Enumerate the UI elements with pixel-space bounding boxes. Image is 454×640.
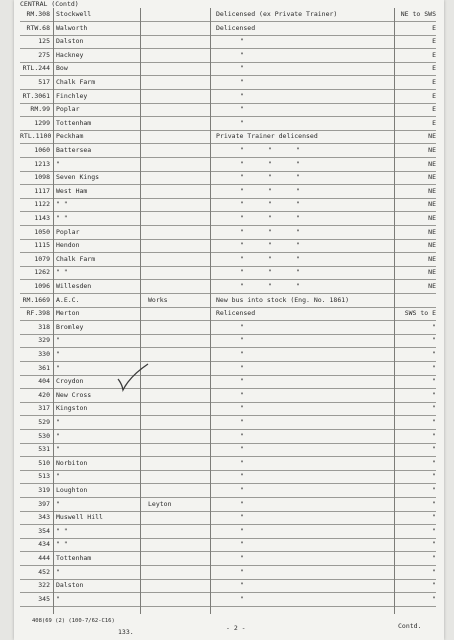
ditto-mark: " [296, 214, 300, 222]
table-row [20, 144, 436, 158]
ditto-mark: " [240, 390, 244, 399]
ditto-mark: " [240, 336, 244, 345]
table-row [20, 525, 436, 539]
page-number: 133. [118, 628, 134, 636]
ditto-mark: " [240, 322, 244, 331]
ditto-mark: " [240, 268, 244, 277]
table-row [20, 566, 436, 580]
fleet-number: 275 [38, 50, 50, 59]
ditto-mark: " [296, 200, 300, 209]
fleet-number: RTW.68 [26, 23, 50, 32]
status-code: " [432, 458, 436, 467]
ditto-mark: " [240, 91, 244, 100]
ditto-mark: " [240, 200, 244, 209]
table-row [20, 307, 436, 321]
table-row [20, 130, 436, 144]
ditto-mark: " [296, 227, 300, 236]
table-row [20, 389, 436, 403]
remark-text: Private Trainer delicensed [216, 132, 318, 141]
ditto-mark: " [268, 159, 272, 168]
garage-name: Finchley [56, 91, 88, 100]
status-code: NE [428, 268, 436, 277]
fleet-number: 530 [38, 431, 50, 440]
garage-name: " " [56, 200, 68, 209]
garage-name: New Cross [56, 390, 92, 399]
fleet-number: 1143 [34, 214, 50, 222]
fleet-number: 404 [38, 377, 50, 386]
garage-name: Willesden [56, 282, 92, 290]
table-row [20, 443, 436, 457]
status-code: NE [428, 159, 436, 168]
garage-name: Bow [56, 64, 68, 73]
continued-label: Contd. [398, 622, 422, 630]
status-code: " [432, 513, 436, 522]
ditto-mark: " [268, 214, 272, 222]
status-code: " [432, 350, 436, 358]
garage-name: Walworth [56, 23, 88, 32]
table-row [20, 348, 436, 362]
fleet-number: RM.308 [26, 10, 50, 18]
garage-name: " [56, 363, 60, 372]
status-code: E [432, 91, 436, 100]
garage-name: Muswell Hill [56, 513, 103, 522]
status-code: E [432, 118, 436, 127]
ditto-mark: " [240, 78, 244, 86]
table-row [20, 49, 436, 63]
fleet-number: RTL.1100 [20, 132, 52, 141]
ditto-mark: " [296, 173, 300, 182]
fleet-number: 1122 [34, 200, 50, 209]
ditto-mark: " [240, 214, 244, 222]
table-row [20, 470, 436, 484]
status-code: E [432, 64, 436, 73]
ditto-mark: " [240, 118, 244, 127]
status-code: " [432, 390, 436, 399]
fleet-number: 517 [38, 78, 50, 86]
status-code: " [432, 540, 436, 549]
status-code: " [432, 445, 436, 454]
garage-name: Tottenham [56, 554, 92, 562]
status-code: " [432, 472, 436, 481]
ditto-mark: " [240, 472, 244, 481]
ditto-mark: " [240, 350, 244, 358]
garage-name: Dalston [56, 37, 84, 46]
status-code: " [432, 486, 436, 494]
table-row [20, 253, 436, 267]
ditto-mark: " [240, 241, 244, 250]
garage-name: A.E.C. [56, 295, 80, 304]
table-row [20, 103, 436, 117]
section-label: CENTRAL (Contd) [20, 0, 79, 8]
fleet-number: 322 [38, 581, 50, 590]
column-rule [53, 8, 54, 614]
fleet-number: 452 [38, 567, 50, 576]
status-code: NE [428, 214, 436, 222]
remark-text: Relicensed [216, 309, 256, 318]
status-code: NE to SWS [400, 10, 436, 18]
fleet-number: 434 [38, 540, 50, 549]
ditto-mark: " [240, 513, 244, 522]
garage-name: " [56, 567, 60, 576]
status-code: " [432, 377, 436, 386]
table-row [20, 266, 436, 280]
ditto-mark: " [240, 594, 244, 603]
ditto-mark: " [240, 105, 244, 114]
fleet-number: RF.398 [26, 309, 50, 318]
fleet-number: 1117 [34, 186, 50, 195]
ditto-mark: " [240, 445, 244, 454]
ditto-mark: " [268, 268, 272, 277]
table-row [20, 362, 436, 376]
garage-name: Bromley [56, 322, 84, 331]
garage-name: Stockwell [56, 10, 92, 18]
fleet-number: 345 [38, 594, 50, 603]
status-code: " [432, 499, 436, 508]
ditto-mark: " [296, 254, 300, 263]
garage-name: Seven Kings [56, 173, 100, 182]
table-row [20, 212, 436, 226]
ditto-mark: " [240, 282, 244, 290]
ditto-mark: " [240, 159, 244, 168]
ditto-mark: " [296, 241, 300, 250]
table-row [20, 280, 436, 294]
table-row [20, 158, 436, 172]
table-row [20, 198, 436, 212]
fleet-number: 1299 [34, 118, 50, 127]
status-code: SWS to E [404, 309, 436, 318]
fleet-number: 1213 [34, 159, 50, 168]
table-row [20, 498, 436, 512]
fleet-number: 1050 [34, 227, 50, 236]
status-code: " [432, 594, 436, 603]
table-row [20, 239, 436, 253]
ditto-mark: " [240, 227, 244, 236]
status-code: " [432, 363, 436, 372]
column-rule [394, 8, 395, 614]
table-row [20, 321, 436, 335]
ditto-mark: " [240, 50, 244, 59]
fleet-number: 531 [38, 445, 50, 454]
status-code: E [432, 23, 436, 32]
garage-name: Hendon [56, 241, 80, 250]
garage-name: " [56, 445, 60, 454]
fleet-number: 529 [38, 418, 50, 426]
fleet-number: 420 [38, 390, 50, 399]
status-code: NE [428, 132, 436, 141]
ditto-mark: " [240, 554, 244, 562]
table-row [20, 8, 436, 22]
fleet-number: 319 [38, 486, 50, 494]
garage-name: Dalston [56, 581, 84, 590]
garage-name: Chalk Farm [56, 254, 96, 263]
garage-name: " [56, 350, 60, 358]
works-column: Works [148, 295, 168, 304]
works-column: Leyton [148, 499, 172, 508]
fleet-number: 361 [38, 363, 50, 372]
status-code: NE [428, 146, 436, 154]
ditto-mark: " [268, 146, 272, 154]
status-code: NE [428, 200, 436, 209]
garage-name: Tottenham [56, 118, 92, 127]
ditto-mark: " [240, 173, 244, 182]
ditto-mark: " [268, 254, 272, 263]
fleet-number: 1079 [34, 254, 50, 263]
ditto-mark: " [296, 282, 300, 290]
garage-name: " [56, 418, 60, 426]
table-row [20, 416, 436, 430]
remark-text: Delicensed (ex Private Trainer) [216, 10, 338, 18]
garage-name: " [56, 159, 60, 168]
status-code: NE [428, 282, 436, 290]
ditto-mark: " [240, 526, 244, 535]
table-row [20, 22, 436, 36]
garage-name: Kingston [56, 404, 88, 413]
status-code: " [432, 336, 436, 345]
status-code: E [432, 50, 436, 59]
status-code: " [432, 526, 436, 535]
status-code: NE [428, 254, 436, 263]
remark-text: Delicensed [216, 23, 256, 32]
ditto-mark: " [240, 458, 244, 467]
fleet-number: 1115 [34, 241, 50, 250]
status-code: " [432, 567, 436, 576]
garage-name: Peckham [56, 132, 84, 141]
garage-name: " [56, 594, 60, 603]
garage-name: Merton [56, 309, 80, 318]
fleet-number: 343 [38, 513, 50, 522]
fleet-number: 125 [38, 37, 50, 46]
fleet-number: 1262 [34, 268, 50, 277]
table-row [20, 511, 436, 525]
ditto-mark: " [268, 241, 272, 250]
table-row [20, 226, 436, 240]
remark-text: New bus into stock (Eng. No. 1861) [216, 295, 350, 304]
status-code: E [432, 105, 436, 114]
table-row [20, 334, 436, 348]
table-row [20, 62, 436, 76]
table-row [20, 294, 436, 308]
ditto-mark: " [296, 186, 300, 195]
status-code: E [432, 37, 436, 46]
status-code: NE [428, 241, 436, 250]
fleet-number: RTL.244 [22, 64, 50, 73]
garage-name: Norbiton [56, 458, 88, 467]
table-row [20, 552, 436, 566]
table-row [20, 76, 436, 90]
garage-name: Croydon [56, 377, 84, 386]
ditto-mark: " [240, 431, 244, 440]
fleet-number: 317 [38, 404, 50, 413]
status-code: " [432, 581, 436, 590]
garage-name: Poplar [56, 227, 80, 236]
garage-name: Hackney [56, 50, 84, 59]
status-code: " [432, 322, 436, 331]
table-row [20, 35, 436, 49]
ditto-mark: " [268, 227, 272, 236]
ditto-mark: " [240, 363, 244, 372]
fleet-number: RM.1669 [22, 295, 50, 304]
table-row [20, 90, 436, 104]
garage-name: Chalk Farm [56, 78, 96, 86]
fleet-number: 444 [38, 554, 50, 562]
garage-name: Battersea [56, 146, 92, 154]
table-row [20, 579, 436, 593]
status-code: NE [428, 173, 436, 182]
ditto-mark: " [296, 268, 300, 277]
fleet-number: 510 [38, 458, 50, 467]
garage-name: " [56, 336, 60, 345]
fleet-number: 318 [38, 322, 50, 331]
fleet-number: 329 [38, 336, 50, 345]
column-rule [140, 8, 141, 614]
ditto-mark: " [240, 254, 244, 263]
ditto-mark: " [240, 146, 244, 154]
ditto-mark: " [240, 486, 244, 494]
table-row [20, 171, 436, 185]
status-code: " [432, 431, 436, 440]
table-row [20, 117, 436, 131]
table-row [20, 375, 436, 389]
status-code: " [432, 418, 436, 426]
column-rule [210, 8, 211, 614]
ditto-mark: " [268, 200, 272, 209]
fleet-number: RM.99 [30, 105, 50, 114]
ditto-mark: " [240, 567, 244, 576]
table-row [20, 538, 436, 552]
ditto-mark: " [240, 377, 244, 386]
fleet-number: 1096 [34, 282, 50, 290]
fleet-number: RT.3061 [22, 91, 50, 100]
fleet-number: 397 [38, 499, 50, 508]
garage-name: " [56, 431, 60, 440]
fleet-number: 354 [38, 526, 50, 535]
page-marker: - 2 - [226, 624, 246, 632]
garage-name: " " [56, 526, 68, 535]
ditto-mark: " [240, 64, 244, 73]
ditto-mark: " [268, 186, 272, 195]
ditto-mark: " [296, 146, 300, 154]
status-code: NE [428, 186, 436, 195]
table-row [20, 430, 436, 444]
ditto-mark: " [240, 186, 244, 195]
table-row [20, 593, 436, 607]
garage-name: " " [56, 268, 68, 277]
ditto-mark: " [240, 418, 244, 426]
ditto-mark: " [268, 173, 272, 182]
handwritten-check-mark [116, 362, 150, 392]
ditto-mark: " [240, 540, 244, 549]
garage-name: Loughton [56, 486, 88, 494]
garage-name: " " [56, 540, 68, 549]
ditto-mark: " [240, 499, 244, 508]
garage-name: Poplar [56, 105, 80, 114]
status-code: E [432, 78, 436, 86]
table-row [20, 484, 436, 498]
ditto-mark: " [240, 37, 244, 46]
status-code: " [432, 554, 436, 562]
fleet-number: 1098 [34, 173, 50, 182]
status-code: NE [428, 227, 436, 236]
ditto-mark: " [240, 404, 244, 413]
status-code: " [432, 404, 436, 413]
fleet-number: 513 [38, 472, 50, 481]
table-row [20, 402, 436, 416]
ditto-mark: " [240, 581, 244, 590]
fleet-number: 1060 [34, 146, 50, 154]
ditto-mark: " [268, 282, 272, 290]
fleet-number: 330 [38, 350, 50, 358]
ditto-mark: " [296, 159, 300, 168]
garage-name: " [56, 472, 60, 481]
garage-name: " " [56, 214, 68, 222]
table-row [20, 457, 436, 471]
garage-name: West Ham [56, 186, 88, 195]
garage-name: " [56, 499, 60, 508]
table-row [20, 185, 436, 199]
form-reference: 408(69 (2) (100-7/62-C16) [32, 618, 115, 624]
